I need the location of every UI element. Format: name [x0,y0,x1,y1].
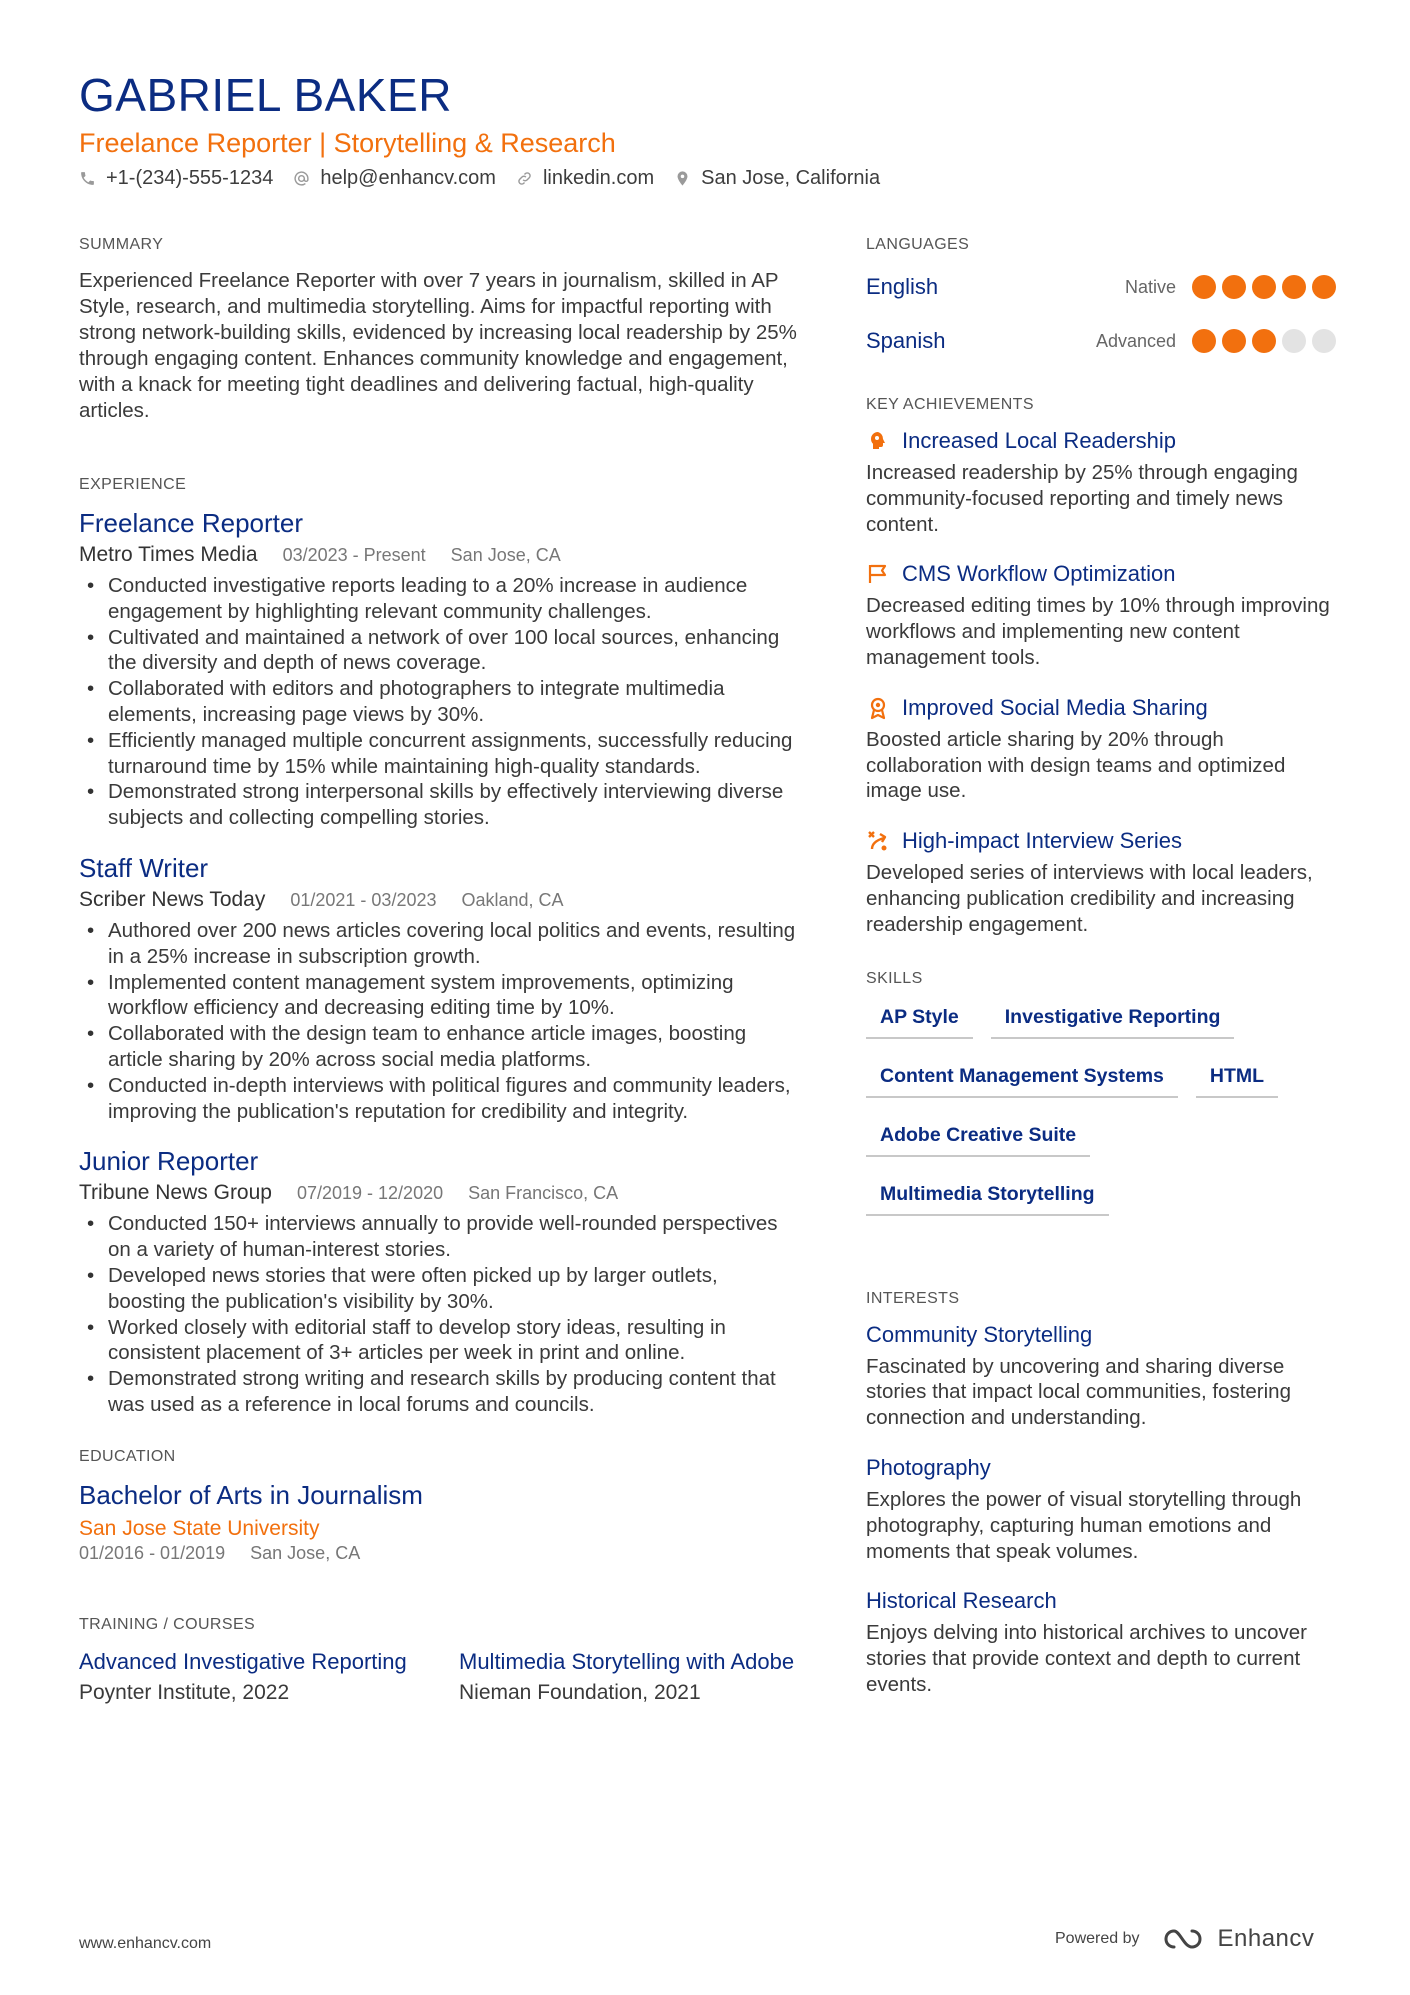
language-item [866,322,1336,360]
job-meta [79,888,799,912]
course-item [79,1648,419,1705]
language-level: Native [1124,276,1176,297]
right-column [866,236,1336,1722]
language-rating [1192,275,1336,299]
job-meta [79,1181,799,1205]
job-company: Metro Times Media [79,543,258,566]
location-icon [674,170,691,187]
course-list [79,1648,799,1705]
interest-item [866,1322,1336,1431]
interest-desc: Explores the power of visual storytelling through photography, capturing human emotions and moments that speak volumes. [866,1487,1302,1563]
enhancv-logo-icon [1162,1926,1208,1952]
interest-title: Community Storytelling [866,1321,1093,1347]
bullet: • Implemented content management system improvements, optimizing workflow efficiency and decreasing editing time by 10%. [79,970,799,1022]
achievement-desc: Boosted article sharing by 20% through collaboration with design teams and optimized image use. [866,727,1286,803]
contact-linkedin[interactable] [516,167,654,190]
interest-desc: Fascinated by uncovering and sharing diverse stories that impact local communities, fostering connection and understanding. [866,1354,1291,1430]
job-date: 03/2023 - Present [282,545,426,565]
languages-section [866,236,1336,360]
skill-tag: Investigative Reporting [991,1002,1235,1039]
training-section [79,1616,799,1705]
achievement-title: Improved Social Media Sharing [902,694,1208,720]
job-bullets [79,573,799,831]
rating-dot-empty [1312,329,1336,353]
language-name: English [866,274,939,299]
interest-title: Photography [866,1454,991,1480]
summary-section [79,236,799,424]
rating-dot-filled [1252,275,1276,299]
course-org: Poynter Institute, 2022 [79,1680,290,1704]
rating-dot-empty [1282,329,1306,353]
education-heading: EDUCATION [79,1447,176,1465]
powered-by-label: Powered by [1055,1930,1140,1947]
contact-location-text: San Jose, California [701,167,881,189]
brand-name: Enhancv [1217,1925,1315,1952]
brain-icon [866,429,890,453]
interests-section [866,1290,1336,1698]
languages-heading: LANGUAGES [866,236,970,253]
footer-website[interactable]: www.enhancv.com [79,1935,212,1952]
bullet: • Demonstrated strong interpersonal skills by effectively interviewing diverse subjects and collecting compelling stories. [79,779,799,831]
language-item [866,268,1336,306]
contact-phone[interactable] [79,167,273,190]
job-date: 01/2021 - 03/2023 [290,889,437,910]
bullet: • Conducted 150+ interviews annually to provide well-rounded perspectives on a variety of human-interest stories. [79,1211,799,1263]
achievement-header [866,695,1336,721]
brand-logo[interactable] [1162,1925,1315,1953]
bullet: • Worked closely with editorial staff to develop story ideas, resulting in consistent placement of 3+ articles per week in print and online. [79,1315,799,1367]
bullet: • Collaborated with the design team to enhance article images, boosting article sharing by 20% across social media platforms. [79,1021,799,1073]
achievement-item [866,695,1336,804]
job-company: Tribune News Group [79,1181,272,1205]
achievements-section [866,396,1336,938]
job-date: 07/2019 - 12/2020 [296,1183,444,1204]
achievement-item [866,561,1336,670]
course-org: Nieman Foundation, 2021 [459,1680,701,1704]
skills-list [866,1002,1336,1216]
bullet: • Conducted investigative reports leading to a 20% increase in audience engagement by highlighting relevant community challenges. [79,573,799,625]
job-bullets [79,1211,799,1417]
bullet: • Conducted in-depth interviews with political figures and community leaders, improving the publication's reputation for credibility and integrity. [79,1073,799,1125]
achievement-desc: Decreased editing times by 10% through improving workflows and implementing new content management tools. [866,594,1330,669]
job-location: Oakland, CA [461,889,564,910]
interest-desc: Enjoys delving into historical archives to uncover stories that provide context and depth to current events. [866,1621,1307,1696]
contact-bar [79,167,880,190]
interests-heading: INTERESTS [866,1289,960,1307]
education-school: San Jose State University [79,1516,320,1540]
education-meta [79,1543,799,1564]
bullet: • Demonstrated strong writing and research skills by producing content that was used as a reference in local forums and councils. [79,1366,799,1418]
contact-phone-text: +1-(234)-555-1234 [106,167,274,189]
course-title: Multimedia Storytelling with Adobe [459,1648,795,1674]
contact-linkedin-text: linkedin.com [542,167,655,189]
left-column [79,236,799,1705]
strategy-icon [866,829,890,853]
candidate-name: GABRIEL BAKER [79,69,452,121]
summary-heading: SUMMARY [79,236,164,253]
interest-title: Historical Research [866,1588,1057,1614]
bullet: • Efficiently managed multiple concurrent assignments, successfully reducing turnaround time by 15% while maintaining high-quality standards. [79,728,799,780]
job-entry [79,853,799,1124]
job-entry [79,1146,799,1417]
summary-text: Experienced Freelance Reporter with over 7 years in journalism, skilled in AP Style, research, and multimedia storytelling. Aims for impactful reporting with strong network-building skills, evidenced by increasing local readership by 25% through engaging content. Enhances community knowledge and engagement, with a knack for meeting tight deadlines and delivering factual, high-quality articles. [79,269,797,422]
education-date: 01/2016 - 01/2019 [79,1542,226,1563]
contact-email[interactable] [293,167,496,190]
rating-dot-filled [1222,329,1246,353]
rating-dot-filled [1192,275,1216,299]
rating-dot-filled [1252,329,1276,353]
job-title: Freelance Reporter [79,508,303,538]
rating-dot-filled [1312,275,1336,299]
bullet: • Developed news stories that were often picked up by larger outlets, boosting the publication's visibility by 30%. [79,1263,799,1315]
skill-tag: AP Style [866,1002,973,1039]
skill-tag: HTML [1196,1061,1278,1098]
achievement-title: High-impact Interview Series [902,828,1182,854]
skill-tag: Adobe Creative Suite [866,1120,1090,1157]
experience-section [79,476,799,1418]
job-title: Staff Writer [79,852,209,883]
course-item [459,1648,799,1705]
contact-email-text: help@enhancv.com [320,167,496,189]
achievement-title: Increased Local Readership [902,428,1176,453]
bullet: • Authored over 200 news articles covering local politics and events, resulting in a 25% increase in subscription growth. [79,918,799,970]
education-degree: Bachelor of Arts in Journalism [79,1479,423,1510]
award-icon [866,696,890,720]
achievement-header [866,428,1336,454]
at-icon [293,170,310,187]
skill-tag: Content Management Systems [866,1061,1178,1098]
course-title: Advanced Investigative Reporting [79,1648,407,1674]
achievement-item [866,828,1336,937]
experience-heading: EXPERIENCE [79,476,187,493]
achievement-title: CMS Workflow Optimization [902,561,1176,587]
bullet: • Cultivated and maintained a network of over 100 local sources, enhancing the diversity and depth of news coverage. [79,625,799,677]
achievement-desc: Developed series of interviews with local leaders, enhancing publication credibility and increasing readership engagement. [866,861,1313,936]
job-title: Junior Reporter [79,1146,259,1177]
education-location: San Jose, CA [250,1542,361,1563]
job-company: Scriber News Today [79,887,266,911]
link-icon [516,170,533,187]
achievement-header [866,828,1336,854]
skills-section [866,970,1336,1216]
flag-icon [866,562,890,586]
language-level: Advanced [1095,330,1176,351]
phone-icon [79,170,96,187]
skill-tag: Multimedia Storytelling [866,1179,1109,1216]
rating-dot-filled [1222,275,1246,299]
achievement-item [866,428,1336,537]
achievement-header [866,561,1336,587]
job-location: San Francisco, CA [468,1183,619,1204]
skills-heading: SKILLS [866,969,923,987]
interest-item [866,1588,1336,1697]
rating-dot-filled [1192,329,1216,353]
interest-item [866,1455,1336,1564]
achievement-desc: Increased readership by 25% through engaging community-focused reporting and timely news content. [866,461,1298,536]
education-section [79,1448,799,1564]
job-meta [79,543,799,567]
training-heading: TRAINING / COURSES [79,1615,256,1633]
achievements-heading: KEY ACHIEVEMENTS [866,396,1034,413]
job-entry [79,508,799,831]
candidate-tagline: Freelance Reporter | Storytelling & Research [79,128,616,158]
rating-dot-filled [1282,275,1306,299]
contact-location [674,167,880,190]
bullet: • Collaborated with editors and photographers to integrate multimedia elements, increasing page views by 30%. [79,676,799,728]
language-name: Spanish [866,328,946,353]
footer-powered [1055,1925,1314,1953]
job-bullets [79,918,799,1124]
language-rating [1192,329,1336,353]
job-location: San Jose, CA [450,545,561,565]
